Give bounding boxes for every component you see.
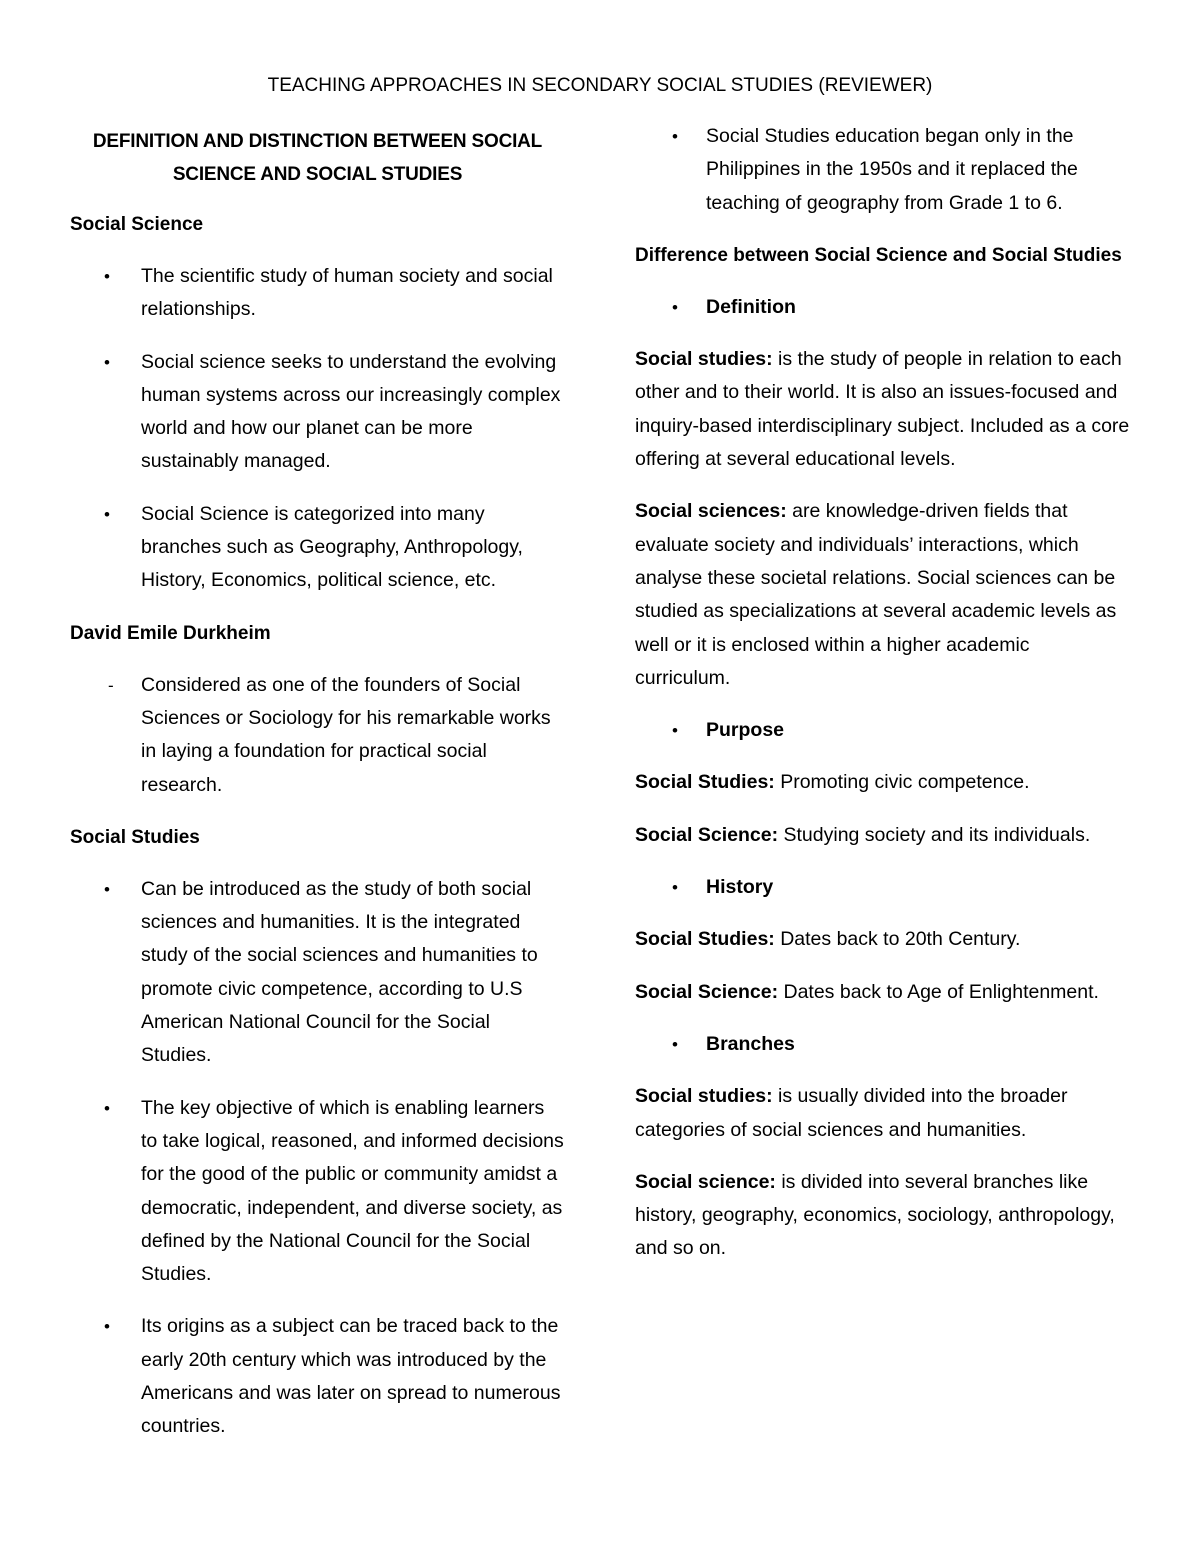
- left-column: [70, 120, 565, 1463]
- bullet-icon: •: [104, 267, 110, 286]
- branches-social-science: Social science: is divided into several branches like history, geography, economics, sociology, anthropology, and so on.: [635, 1170, 1115, 1260]
- list-item: • Social science seeks to understand the evolving human systems across our increasingly complex world and how our planet can be more sustainably managed.: [70, 346, 565, 479]
- list-item: • The key objective of which is enabling learners to take logical, reasoned, and informed decisions for the good of the public or community amidst a democratic, independent, and diverse society, as defined by the National Council for the Social Studies.: [70, 1092, 565, 1292]
- list-item: • The scientific study of human society and social relationships.: [70, 260, 565, 327]
- list-item: • Social Studies education began only in the Philippines in the 1950s and it replaced the teaching of geography from Grade 1 to 6.: [635, 120, 1130, 220]
- list-item: • Definition: [635, 291, 1130, 324]
- durkheim-title: David Emile Durkheim: [70, 622, 271, 644]
- branches-social-studies: Social studies: is usually divided into the broader categories of social sciences and humanities.: [635, 1085, 1068, 1141]
- bullet-icon: •: [104, 879, 110, 899]
- right-column: [635, 120, 1130, 1285]
- definition-social-studies: Social studies: is the study of people in relation to each other and to their world. It is also an issues-focused and inquiry-based interdisciplinary subject. Included as a core offering at several educational levels.: [635, 348, 1130, 471]
- bullet-icon: •: [104, 352, 110, 372]
- section-heading-line-1: DEFINITION AND DISTINCTION BETWEEN SOCIAL: [92, 131, 543, 152]
- list-item: - Considered as one of the founders of Social Sciences or Sociology for his remarkable works in laying a foundation for practical social research.: [70, 669, 565, 802]
- dash-icon: -: [108, 675, 114, 695]
- social-studies-list: [70, 873, 565, 1444]
- history-bullet: [635, 871, 1130, 904]
- philippines-list: [635, 120, 1130, 220]
- definition-social-sciences: Social sciences: are knowledge-driven fields that evaluate society and individuals’ interactions, which analyse these societal relations. Social sciences can be studied as specializations at several academic levels as well or it is enclosed within a higher academic curriculum.: [635, 500, 1117, 689]
- bullet-icon: •: [672, 297, 678, 317]
- list-item: • Social Science is categorized into many branches such as Geography, Anthropology, History, Economics, political science, etc.: [70, 498, 565, 598]
- bullet-icon: •: [104, 1098, 110, 1118]
- list-item: • Branches: [635, 1028, 1130, 1061]
- list-item: • Its origins as a subject can be traced back to the early 20th century which was introduced by the Americans and was later on spread to numerous countries.: [70, 1310, 565, 1443]
- difference-title: Difference between Social Science and Social Studies: [635, 244, 1122, 266]
- definition-bullet: [635, 291, 1130, 324]
- durkheim-list: [70, 669, 565, 802]
- bullet-icon: •: [104, 1317, 110, 1337]
- purpose-bullet: [635, 714, 1130, 747]
- purpose-social-studies: Social Studies: Promoting civic competence.: [635, 771, 1030, 794]
- social-studies-title: Social Studies: [70, 826, 200, 848]
- section-heading: [70, 125, 565, 191]
- bullet-icon: •: [104, 504, 110, 524]
- page-title: TEACHING APPROACHES IN SECONDARY SOCIAL STUDIES (REVIEWER): [267, 75, 933, 96]
- list-item: • Can be introduced as the study of both social sciences and humanities. It is the integrated study of the social sciences and humanities to promote civic competence, according to U.S American National Council for the Social Studies.: [70, 873, 565, 1073]
- bullet-icon: •: [672, 1034, 678, 1054]
- list-item: • History: [635, 871, 1130, 904]
- bullet-icon: •: [672, 721, 678, 741]
- purpose-social-science: Social Science: Studying society and its individuals.: [635, 823, 1091, 846]
- bullet-icon: •: [672, 878, 678, 898]
- history-social-science: Social Science: Dates back to Age of Enlightenment.: [635, 980, 1099, 1003]
- social-science-list: [70, 260, 565, 598]
- social-science-title: Social Science: [70, 214, 204, 235]
- section-heading-line-2: SCIENCE AND SOCIAL STUDIES: [172, 164, 463, 185]
- branches-bullet: [635, 1028, 1130, 1061]
- list-item: • Purpose: [635, 714, 1130, 747]
- bullet-icon: •: [672, 127, 678, 146]
- history-social-studies: Social Studies: Dates back to 20th Century.: [635, 928, 1021, 951]
